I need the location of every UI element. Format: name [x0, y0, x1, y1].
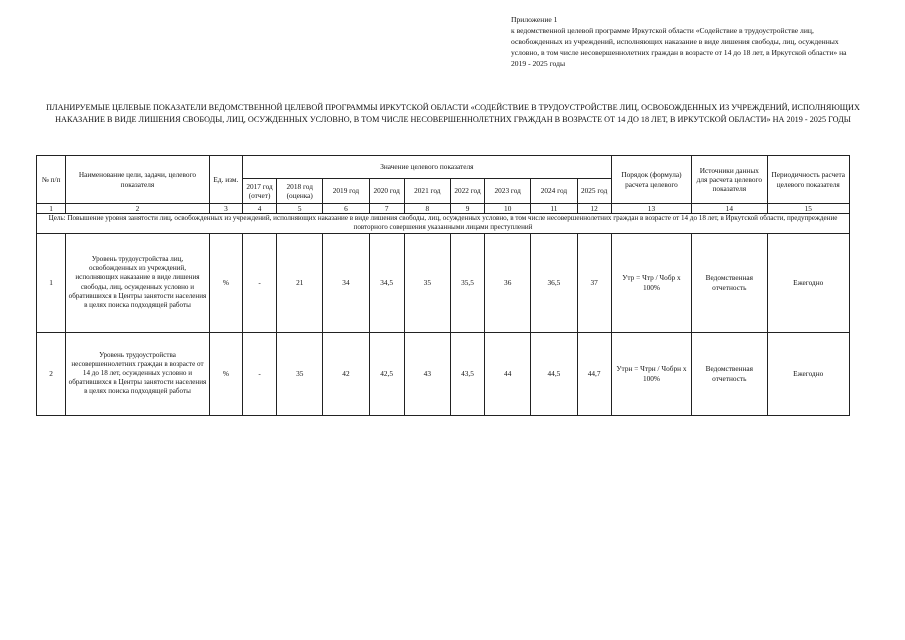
value-2017: - [242, 332, 276, 415]
col-num: 14 [692, 204, 767, 214]
header-2023: 2023 год [485, 179, 531, 204]
value-2022: 35,5 [450, 233, 484, 332]
col-num: 2 [66, 204, 210, 214]
header-name: Наименование цели, задачи, целевого показателя [66, 156, 210, 204]
document-title: ПЛАНИРУЕМЫЕ ЦЕЛЕВЫЕ ПОКАЗАТЕЛИ ВЕДОМСТВЕННОЙ ЦЕЛЕВОЙ ПРОГРАММЫ ИРКУТСКОЙ ОБЛАСТИ «СОДЕЙСТВИЕ В ТРУДОУСТРОЙСТВЕ ЛИЦ, ОСВОБОЖДЕННЫХ ИЗ УЧРЕЖДЕНИЙ, ИСПОЛНЯЮЩИХ НАКАЗАНИЕ В ВИДЕ ЛИШЕНИЯ СВОБОДЫ, ЛИЦ, ОСУЖДЕННЫХ УСЛОВНО, В ТОМ ЧИСЛЕ НЕСОВЕРШЕННОЛЕТНИХ ГРАЖДАН В ВОЗРАСТЕ ОТ 14 ДО 18 ЛЕТ, В ИРКУТСКОЙ ОБЛАСТИ» НА 2019 - 2025 ГОДЫ [46, 103, 860, 124]
col-num: 15 [767, 204, 850, 214]
col-num: 3 [209, 204, 242, 214]
annex-label: Приложение 1 [511, 15, 558, 24]
row-num: 2 [37, 332, 66, 415]
formula-cell: Утрн = Чтрн / Чобрн x 100% [611, 332, 691, 415]
value-2024: 44,5 [531, 332, 577, 415]
header-period: Периодичность расчета целевого показателя [767, 156, 850, 204]
header-unit: Ед. изм. [209, 156, 242, 204]
header-2018: 2018 год (оценка) [277, 179, 323, 204]
col-num: 13 [611, 204, 691, 214]
row-num: 1 [37, 233, 66, 332]
unit-cell: % [209, 233, 242, 332]
source-cell: Ведомственная отчетность [692, 332, 767, 415]
value-2017: - [242, 233, 276, 332]
value-2021: 35 [404, 233, 450, 332]
table-row [37, 233, 850, 332]
col-num: 10 [485, 204, 531, 214]
col-num: 4 [242, 204, 276, 214]
col-num: 6 [323, 204, 369, 214]
col-num: 9 [450, 204, 484, 214]
header-source: Источники данных для расчета целевого показателя [692, 156, 767, 204]
value-2023: 44 [485, 332, 531, 415]
table-row [37, 332, 850, 415]
header-2025: 2025 год [577, 179, 611, 204]
indicator-name: Уровень трудоустройства несовершеннолетних граждан в возрасте от 14 до 18 лет, осужденных условно и обратившихся в Центры занятости населения в целях поиска подходящей работы [66, 332, 210, 415]
period-cell: Ежегодно [767, 233, 850, 332]
indicators-table [36, 155, 850, 416]
header-2022: 2022 год [450, 179, 484, 204]
header-2021: 2021 год [404, 179, 450, 204]
value-2019: 42 [323, 332, 369, 415]
goal-text: Цель: Повышение уровня занятости лиц, освобожденных из учреждений, исполняющих наказание в виде лишения свободы, лиц, осужденных условно, в том числе несовершеннолетних граждан в возрасте от 14 до 18 лет, в Иркутской области, предупреждение повторного совершения указанными лицами преступлений [37, 214, 850, 233]
col-num: 12 [577, 204, 611, 214]
goal-row [37, 214, 850, 233]
annex-text: к ведомственной целевой программе Иркутской области «Содействие в трудоустройстве лиц, освобожденных из учреждений, исполняющих наказание в виде лишения свободы, лиц, осужденных условно, в том числе несовершеннолетних граждан в возрасте от 14 до 18 лет, в Иркутской области» на 2019 - 2025 годы [511, 26, 847, 68]
period-cell: Ежегодно [767, 332, 850, 415]
col-num: 1 [37, 204, 66, 214]
value-2021: 43 [404, 332, 450, 415]
value-2020: 34,5 [369, 233, 404, 332]
value-2023: 36 [485, 233, 531, 332]
col-num: 5 [277, 204, 323, 214]
header-2019: 2019 год [323, 179, 369, 204]
col-num: 11 [531, 204, 577, 214]
value-2022: 43,5 [450, 332, 484, 415]
header-2017: 2017 год (отчет) [242, 179, 276, 204]
header-2024: 2024 год [531, 179, 577, 204]
header-row-1 [37, 156, 850, 179]
value-2024: 36,5 [531, 233, 577, 332]
value-2019: 34 [323, 233, 369, 332]
unit-cell: % [209, 332, 242, 415]
value-2018: 21 [277, 233, 323, 332]
formula-cell: Утр = Чтр / Чобр x 100% [611, 233, 691, 332]
header-values-group: Значение целевого показателя [242, 156, 611, 179]
source-cell: Ведомственная отчетность [692, 233, 767, 332]
annex-block [511, 14, 856, 69]
value-2025: 44,7 [577, 332, 611, 415]
header-num: № п/п [37, 156, 66, 204]
col-num: 7 [369, 204, 404, 214]
column-number-row [37, 204, 850, 214]
value-2018: 35 [277, 332, 323, 415]
value-2020: 42,5 [369, 332, 404, 415]
indicator-name: Уровень трудоустройства лиц, освобожденных из учреждений, исполняющих наказание в виде лишения свободы, лиц, осужденных условно и обратившихся в Центры занятости населения в целях поиска подходящей работы [66, 233, 210, 332]
header-2020: 2020 год [369, 179, 404, 204]
value-2025: 37 [577, 233, 611, 332]
col-num: 8 [404, 204, 450, 214]
header-formula: Порядок (формула) расчета целевого [611, 156, 691, 204]
